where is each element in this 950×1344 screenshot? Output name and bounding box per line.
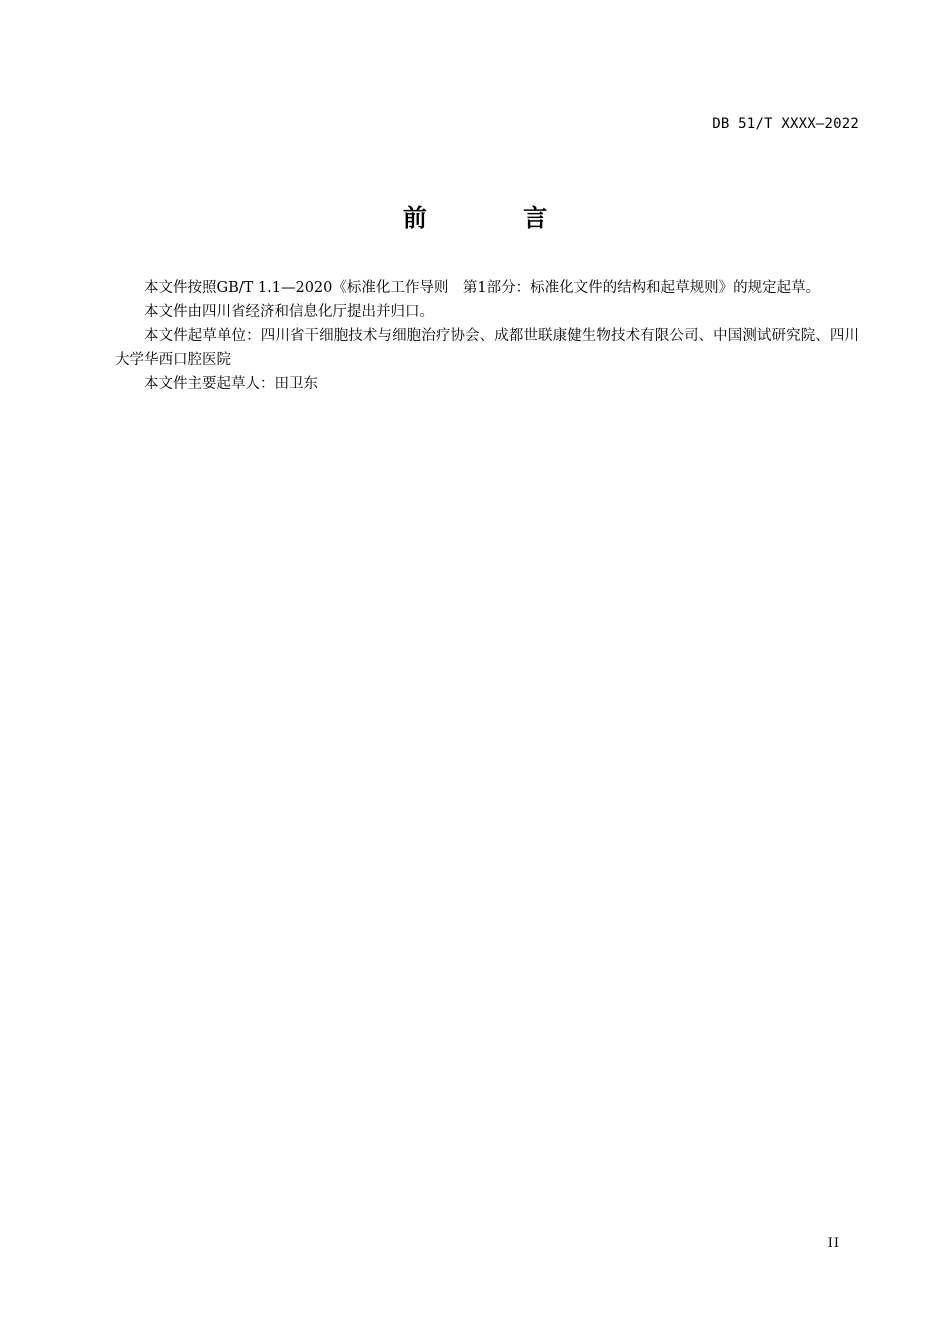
paragraph-drafters: 本文件主要起草人：田卫东 xyxy=(144,376,318,392)
page-number: II xyxy=(827,1236,840,1251)
paragraph-drafting-rules: 本文件按照GB/T 1.1—2020《标准化工作导则 第1部分：标准化文件的结构和起草规则》的规定起草。 xyxy=(144,280,821,296)
paragraph-proposer: 本文件由四川省经济和信息化厅提出并归口。 xyxy=(144,304,434,320)
standard-code: DB 51/T XXXX—2022 xyxy=(712,116,859,132)
foreword-body xyxy=(115,276,859,396)
section-title: 前 言 xyxy=(402,204,592,232)
paragraph-drafting-units: 本文件起草单位：四川省干细胞技术与细胞治疗协会、成都世联康健生物技术有限公司、中国测试研究院、四川大学华西口腔医院 xyxy=(115,328,859,368)
